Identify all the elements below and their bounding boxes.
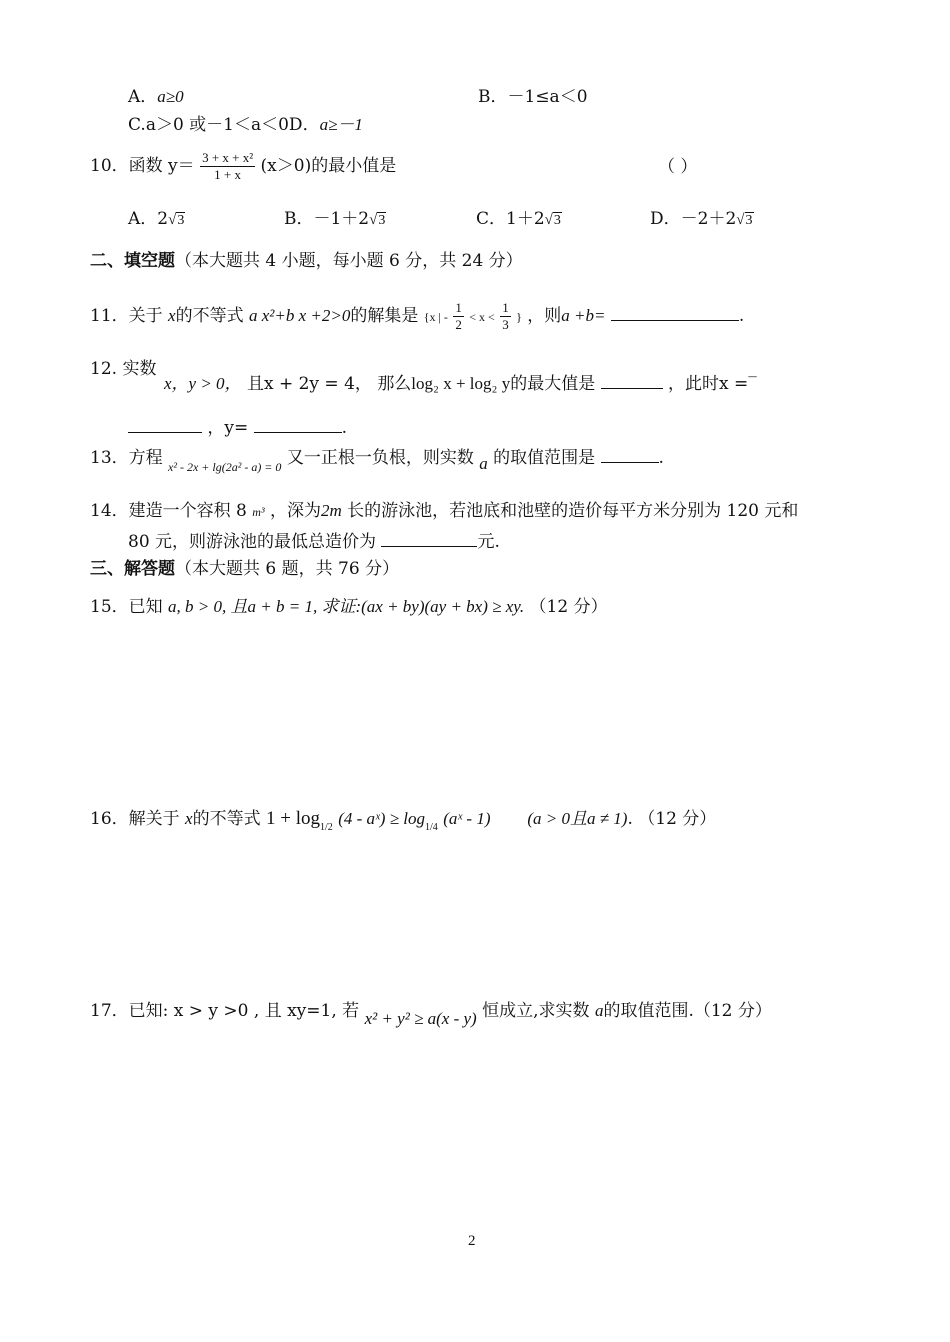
q10-option-d: D．－2＋2√3 bbox=[650, 209, 753, 229]
q10-option-b: B．－1＋2√3 bbox=[284, 209, 386, 229]
q10-option-c: C．1＋2√3 bbox=[476, 209, 561, 229]
q16-stem: 16．解关于 x的不等式 $1 + \log_{1/2} (4$ - aˣ) ≥ $\log_{1/4}$ (aˣ - 1) (a > 0且a ≠ 1). （12 分） bbox=[90, 808, 717, 833]
section-3-heading: 三、解答题（本大题共 6 题，共 76 分） bbox=[90, 559, 400, 579]
q14-line-2: 80 元，则游泳池的最低总造价为 元. bbox=[128, 532, 500, 552]
q13-answer-blank bbox=[601, 446, 659, 463]
q12-label: 12. 实数 bbox=[90, 359, 157, 379]
q10-stem: 10．函数 y＝ $\frac{\text{3 + x + x²}}{1 + x}$ (x＞0)的最小值是 bbox=[90, 150, 397, 182]
q12-x-blank bbox=[128, 416, 202, 433]
q9-option-b: B．－1≤a＜0 bbox=[478, 87, 588, 107]
q12-stem: x，y > 0， 且x + 2y = 4， 那么log₂ x + log₂ y的最大值是 ，此时x =‾ bbox=[164, 374, 757, 394]
q11-answer-blank bbox=[611, 304, 739, 321]
page-number: 2 bbox=[468, 1233, 476, 1249]
q14-answer-blank bbox=[381, 530, 477, 547]
q14-line-1: 14．建造一个容积 8 m³ ，深为2m 长的游泳池，若池底和池壁的造价每平方米分别为 120 元和 bbox=[90, 501, 799, 521]
q9-option-a: A．a≥0 bbox=[128, 87, 184, 107]
q10-fraction: $\frac{\text{3 + x + x²}}{1 + x}$ bbox=[202, 150, 254, 182]
q12-y-blank bbox=[254, 416, 342, 433]
q10-option-a: A．2√3 bbox=[128, 209, 185, 229]
q15-stem: 15．已知 a, b > 0, 且a + b = 1, 求证:(ax + by)(ay + bx) ≥ xy. （12 分） bbox=[90, 597, 608, 617]
q12-second-line: ，y= . bbox=[128, 416, 347, 439]
q10-answer-paren: （ ） bbox=[658, 157, 698, 177]
q11-stem: 11．关于 x的不等式 a x²+b x +2>0的解集是 {x | - $\frac{1}{2}$ < x < $\frac{1}{3}$ } ，则a +b= . bbox=[90, 300, 745, 332]
q12-max-blank bbox=[601, 372, 663, 389]
q17-stem: 17．已知: x > y >0 , 且 xy=1, 若 x² + y² ≥ a(x - y) 恒成立,求实数 a的取值范围.（12 分） bbox=[90, 1001, 772, 1028]
q13-stem: 13．方程 $_{x^2 - 2x + lg(2a^2 - a) = 0}$ 又一正根一负根，则实数 a 的取值范围是 . bbox=[90, 448, 664, 474]
q9-option-c-d: C.a＞0 或－1＜a＜0D．a≥－1 bbox=[128, 115, 363, 135]
section-2-heading: 二、填空题（本大题共 4 小题，每小题 6 分，共 24 分） bbox=[90, 251, 523, 271]
